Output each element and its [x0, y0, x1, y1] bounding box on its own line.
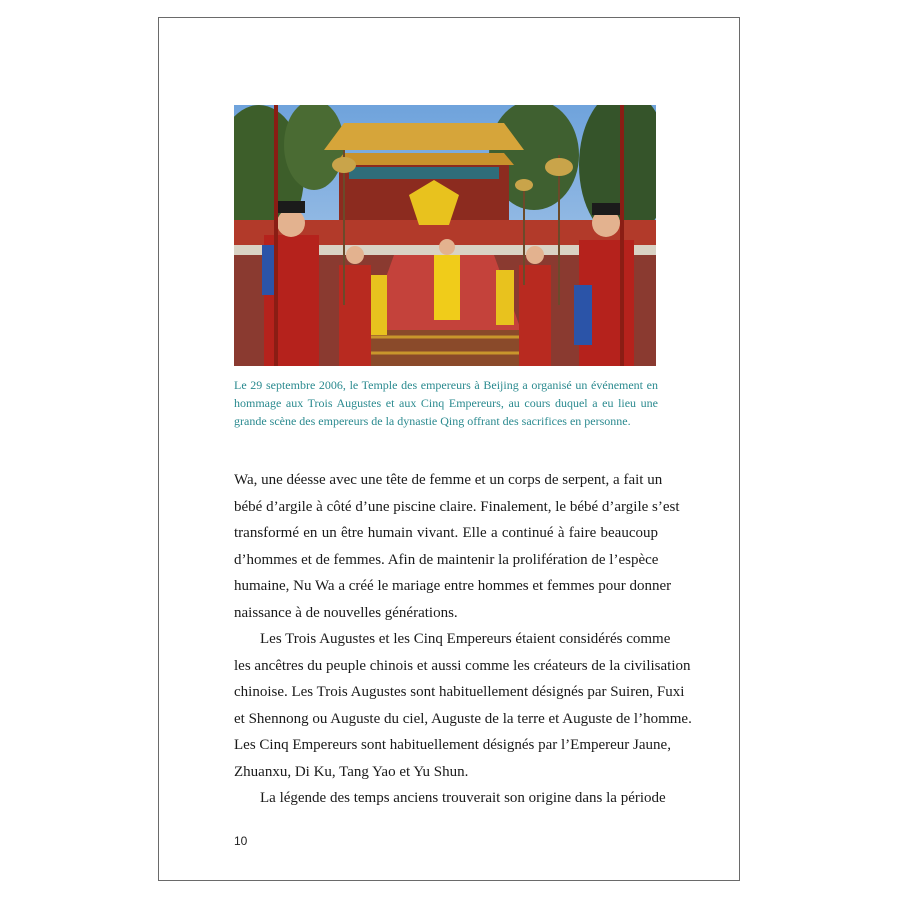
body-text: [234, 467, 692, 812]
text-line: d’hommes et de femmes. Afin de maintenir la prolifération de l’espèce: [234, 551, 659, 568]
text-line: La légende des temps anciens trouverait son origine dans la période: [260, 790, 666, 806]
paragraph-2: [234, 626, 692, 785]
text-line: Zhuanxu, Di Ku, Tang Yao et Yu Shun.: [234, 763, 469, 780]
text-line: et Shennong ou Auguste du ciel, Auguste de la terre et Auguste de l’homme.: [234, 710, 692, 727]
text-line: naissance à de nouvelles générations.: [234, 604, 458, 621]
text-line: Les Cinq Empereurs sont habituellement désignés par l’Empereur Jaune,: [234, 737, 671, 753]
photo-caption: [234, 376, 658, 430]
paragraph-1: [234, 467, 680, 626]
ceremony-photo: [234, 105, 656, 366]
text-line: les ancêtres du peuple chinois et aussi comme les créateurs de la civilisation: [234, 657, 691, 674]
text-line: chinoise. Les Trois Augustes sont habituellement désignés par Suiren, Fuxi: [234, 684, 685, 700]
page-number: 10: [234, 834, 248, 848]
text-line: bébé d’argile à côté d’une piscine claire. Finalement, le bébé d’argile s’est: [234, 498, 680, 515]
text-line: Wa, une déesse avec une tête de femme et un corps de serpent, a fait un: [234, 472, 663, 488]
text-line: humaine, Nu Wa a créé le mariage entre hommes et femmes pour donner: [234, 578, 672, 594]
paragraph-3: [234, 785, 666, 812]
book-page: [158, 17, 740, 881]
caption-line: hommage aux Trois Augustes et aux Cinq Empereurs, au cours duquel a eu lieu une: [234, 396, 658, 410]
caption-line: grande scène des empereurs de la dynastie Qing offrant des sacrifices en personne.: [234, 414, 631, 428]
text-line: transformé en un être humain vivant. Elle a continué à faire beaucoup: [234, 525, 658, 541]
text-line: Les Trois Augustes et les Cinq Empereurs étaient considérés comme: [260, 631, 671, 647]
caption-line: Le 29 septembre 2006, le Temple des empereurs à Beijing a organisé un événement en: [234, 378, 658, 392]
